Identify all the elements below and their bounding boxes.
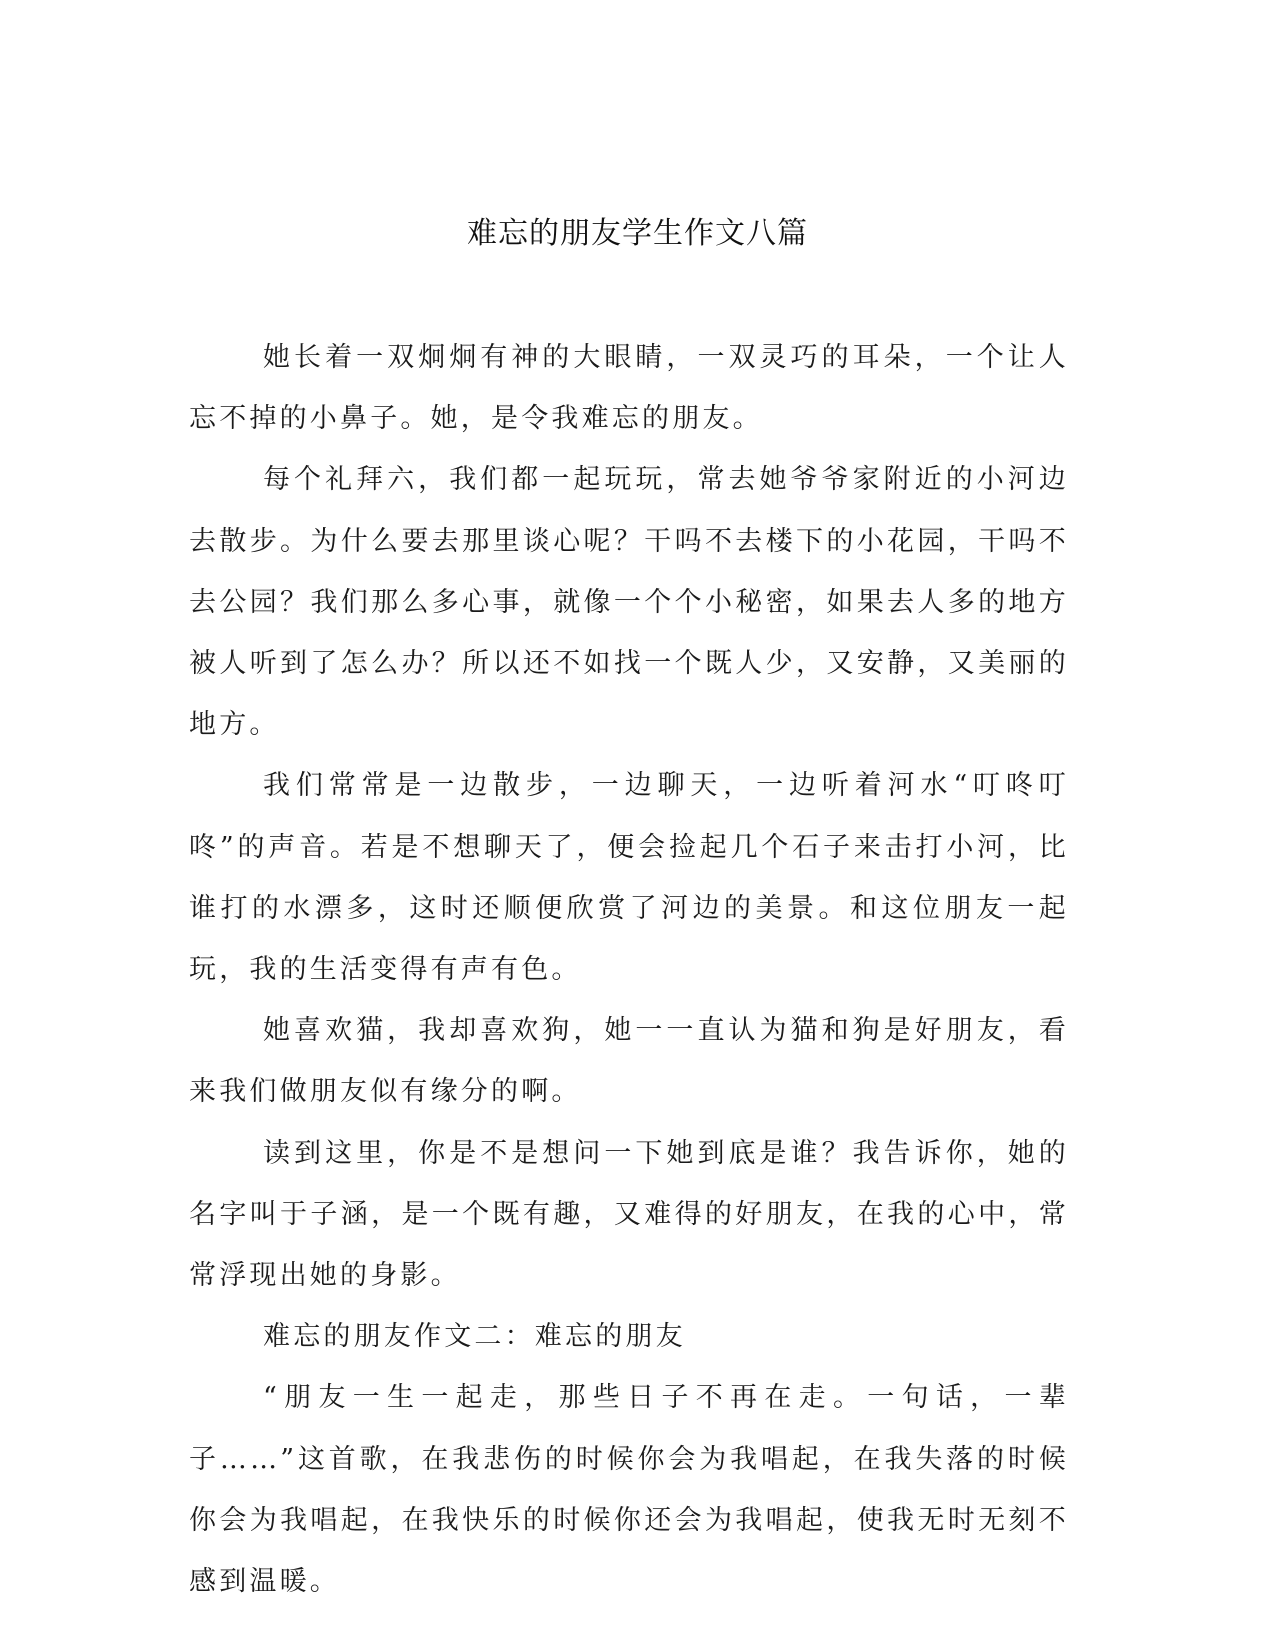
document-body [189, 327, 1069, 1612]
paragraph: 她喜欢猫，我却喜欢狗，她一一直认为猫和狗是好朋友，看来我们做朋友似有缘分的啊。 [189, 1015, 1069, 1108]
paragraph: 读到这里，你是不是想问一下她到底是谁？我告诉你，她的名字叫于子涵，是一个既有趣，又难得的好朋友，在我的心中，常常浮现出她的身影。 [189, 1137, 1069, 1292]
document-title: 难忘的朋友学生作文八篇 [467, 216, 808, 251]
section-heading: 难忘的朋友作文二：难忘的朋友 [263, 1321, 686, 1353]
paragraph: 每个礼拜六，我们都一起玩玩，常去她爷爷家附近的小河边去散步。为什么要去那里谈心呢？干吗不去楼下的小花园，干吗不去公园？我们那么多心事，就像一个个小秘密，如果去人多的地方被人听到了怎么办？所以还不如找一个既人少，又安静，又美丽的地方。 [189, 464, 1069, 741]
paragraph: “朋友一生一起走，那些日子不再在走。一句话，一辈子……”这首歌，在我悲伤的时候你会为我唱起，在我失落的时候你会为我唱起，在我快乐的时候你还会为我唱起，使我无时无刻不感到温暖。 [189, 1382, 1069, 1598]
paragraph: 我们常常是一边散步，一边聊天，一边听着河水“叮咚叮咚”的声音。若是不想聊天了，便会捡起几个石子来击打小河，比谁打的水漂多，这时还顺便欣赏了河边的美景。和这位朋友一起玩，我的生活变得有声有色。 [189, 770, 1069, 986]
paragraph: 她长着一双炯炯有神的大眼睛，一双灵巧的耳朵，一个让人忘不掉的小鼻子。她，是令我难忘的朋友。 [189, 342, 1069, 435]
